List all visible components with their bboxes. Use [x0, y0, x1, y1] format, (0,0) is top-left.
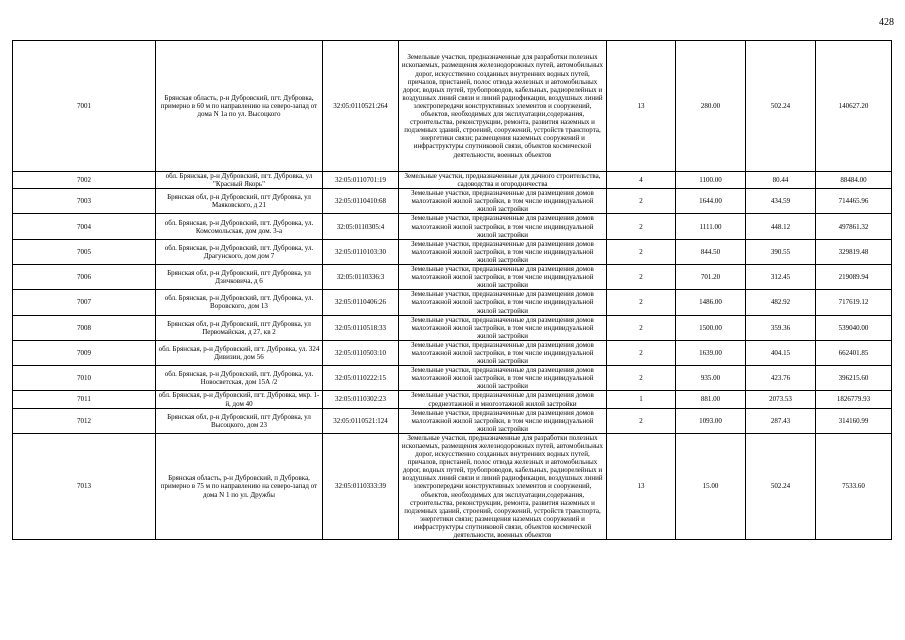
cadastral-value-cell: 717619.12 — [816, 290, 892, 315]
cadastral-value-cell: 539040.00 — [816, 315, 892, 340]
address-cell: обл. Брянская, р-н Дубровский, пгт. Дубровка, мкр. 1-й, дом 40 — [156, 391, 323, 408]
use-group-code-cell: 2 — [607, 315, 676, 340]
cadastral-number-cell: 32:05:0110336:3 — [323, 265, 399, 290]
row-id-cell: 7007 — [13, 290, 156, 315]
address-cell: Брянская обл, р-н Дубровский, пгт Дубровка, ул Дзичковича, д 6 — [156, 265, 323, 290]
table-row — [13, 172, 892, 189]
address-cell: Брянская область, р-н Дубровский, пгт. Дубровка, примерно в 60 м по направлению на северо-запад от дома N 1а по ул. Высоцкого — [156, 41, 323, 172]
row-id-cell: 7011 — [13, 391, 156, 408]
specific-value-cell: 359.36 — [746, 315, 816, 340]
specific-value-cell: 502.24 — [746, 433, 816, 539]
row-id-cell: 7001 — [13, 41, 156, 172]
permitted-use-cell: Земельные участки, предназначенные для размещения домов среднеэтажной и многоэтажной жилой застройки — [399, 391, 607, 408]
use-group-code-cell: 2 — [607, 239, 676, 264]
row-id-cell: 7009 — [13, 340, 156, 365]
cadastral-number-cell: 32:05:0110518:33 — [323, 315, 399, 340]
specific-value-cell: 287.43 — [746, 408, 816, 433]
table-row — [13, 239, 892, 264]
area-cell: 280.00 — [676, 41, 746, 172]
cadastral-number-cell: 32:05:0110222:15 — [323, 366, 399, 391]
specific-value-cell: 404.15 — [746, 340, 816, 365]
specific-value-cell: 423.76 — [746, 366, 816, 391]
row-id-cell: 7012 — [13, 408, 156, 433]
table-row — [13, 391, 892, 408]
permitted-use-cell: Земельные участки, предназначенные для размещения домов малоэтажной жилой застройки, в том числе индивидуальной жилой застройки — [399, 265, 607, 290]
use-group-code-cell: 2 — [607, 214, 676, 239]
row-id-cell: 7008 — [13, 315, 156, 340]
table-row — [13, 214, 892, 239]
use-group-code-cell: 2 — [607, 290, 676, 315]
area-cell: 844.50 — [676, 239, 746, 264]
cadastral-value-cell: 314160.99 — [816, 408, 892, 433]
table-row — [13, 408, 892, 433]
address-cell: обл. Брянская, р-н Дубровский, пгт. Дубровка, ул. Воровского, дом 13 — [156, 290, 323, 315]
table-row — [13, 433, 892, 539]
specific-value-cell: 80.44 — [746, 172, 816, 189]
address-cell: обл. Брянская, р-н Дубровский, пгт. Дубровка, ул "Красный Якорь" — [156, 172, 323, 189]
specific-value-cell: 448.12 — [746, 214, 816, 239]
cadastral-value-cell: 1826779.93 — [816, 391, 892, 408]
table-row — [13, 41, 892, 172]
area-cell: 1111.00 — [676, 214, 746, 239]
address-cell: Брянская область, р-н Дубровский, п Дубровка, примерно в 75 м по направлению на северо-запад от дома N 1 по ул. Дружбы — [156, 433, 323, 539]
cadastral-number-cell: 32:05:0110503:10 — [323, 340, 399, 365]
address-cell: обл. Брянская, р-н Дубровский, пгт. Дубровка, ул. Новосветская, дом 15А /2 — [156, 366, 323, 391]
row-id-cell: 7010 — [13, 366, 156, 391]
address-cell: Брянская обл, р-н Дубровский, пгт Дубровка, ул Маяковского, д 21 — [156, 189, 323, 214]
permitted-use-cell: Земельные участки, предназначенные для разработки полезных ископаемых, размещения железнодорожных путей, автомобильных дорог, искусственно созданных внутренних водных путей, причалов, пристаней, полос отвода железных и автомобильных дорог, водных путей, трубопроводов, кабельных, радиорелейных и воздушных линий связи и линий радиофикации, воздушных линий электропередачи конструктивных элементов и сооружений, объектов, необходимых для эксплуатации,содержания, строительства, реконструкции, ремонта, развития наземных и подземных зданий, строений, сооружений, устройств транспорта, энергетики связи; размещения наземных сооружений и инфраструктуры спутниковой связи, объектов космической деятельности, военных объектов — [399, 433, 607, 539]
use-group-code-cell: 2 — [607, 189, 676, 214]
use-group-code-cell: 13 — [607, 433, 676, 539]
cadastral-number-cell: 32:05:0110521:124 — [323, 408, 399, 433]
cadastral-number-cell: 32:05:0110302:23 — [323, 391, 399, 408]
use-group-code-cell: 2 — [607, 265, 676, 290]
table-row — [13, 366, 892, 391]
cadastral-value-cell: 497861.32 — [816, 214, 892, 239]
specific-value-cell: 482.92 — [746, 290, 816, 315]
cadastral-number-cell: 32:05:0110333:39 — [323, 433, 399, 539]
cadastral-number-cell: 32:05:0110103:30 — [323, 239, 399, 264]
row-id-cell: 7006 — [13, 265, 156, 290]
area-cell: 701.20 — [676, 265, 746, 290]
permitted-use-cell: Земельные участки, предназначенные для размещения домов малоэтажной жилой застройки, в том числе индивидуальной жилой застройки — [399, 239, 607, 264]
permitted-use-cell: Земельные участки, предназначенные для размещения домов малоэтажной жилой застройки, в том числе индивидуальной жилой застройки — [399, 408, 607, 433]
cadastral-value-cell: 140627.20 — [816, 41, 892, 172]
permitted-use-cell: Земельные участки, предназначенные для размещения домов малоэтажной жилой застройки, в том числе индивидуальной жилой застройки — [399, 189, 607, 214]
permitted-use-cell: Земельные участки, предназначенные для размещения домов малоэтажной жилой застройки, в том числе индивидуальной жилой застройки — [399, 214, 607, 239]
row-id-cell: 7004 — [13, 214, 156, 239]
permitted-use-cell: Земельные участки, предназначенные для размещения домов малоэтажной жилой застройки, в том числе индивидуальной жилой застройки — [399, 340, 607, 365]
cadastral-value-cell: 662401.85 — [816, 340, 892, 365]
use-group-code-cell: 13 — [607, 41, 676, 172]
area-cell: 1100.00 — [676, 172, 746, 189]
specific-value-cell: 502.24 — [746, 41, 816, 172]
area-cell: 1639.00 — [676, 340, 746, 365]
permitted-use-cell: Земельные участки, предназначенные для разработки полезных ископаемых, размещения железнодорожных путей, автомобильных дорог, искусственно созданных внутренних водных путей, причалов, пристаней, полос отвода железных и автомобильных дорог, водных путей, трубопроводов, кабельных, радиорелейных и воздушных линий связи и линий радиофикации, воздушных линий электропередачи конструктивных элементов и сооружений, объектов, необходимых для эксплуатации,содержания, строительства, реконструкции, ремонта, развития наземных и подземных зданий, строений, сооружений, устройств транспорта, энергетики связи; размещения наземных сооружений и инфраструктуры спутниковой связи, объектов космической деятельности, военных объектов — [399, 41, 607, 172]
specific-value-cell: 2073.53 — [746, 391, 816, 408]
table-body — [13, 41, 892, 540]
use-group-code-cell: 4 — [607, 172, 676, 189]
cadastral-value-cell: 714465.96 — [816, 189, 892, 214]
table-row — [13, 340, 892, 365]
specific-value-cell: 434.59 — [746, 189, 816, 214]
permitted-use-cell: Земельные участки, предназначенные для размещения домов малоэтажной жилой застройки, в том числе индивидуальной жилой застройки — [399, 290, 607, 315]
table-row — [13, 265, 892, 290]
area-cell: 1093.00 — [676, 408, 746, 433]
cadastral-number-cell: 32:05:0110521:264 — [323, 41, 399, 172]
area-cell: 1500.00 — [676, 315, 746, 340]
address-cell: Брянская обл, р-н Дубровский, пгт Дубровка, ул Первомайская, д 27, кв 2 — [156, 315, 323, 340]
table-row — [13, 189, 892, 214]
specific-value-cell: 312.45 — [746, 265, 816, 290]
permitted-use-cell: Земельные участки, предназначенные для размещения домов малоэтажной жилой застройки, в том числе индивидуальной жилой застройки — [399, 315, 607, 340]
cadastral-number-cell: 32:05:0110406:26 — [323, 290, 399, 315]
permitted-use-cell: Земельные участки, предназначенные для размещения домов малоэтажной жилой застройки, в том числе индивидуальной жилой застройки — [399, 366, 607, 391]
row-id-cell: 7003 — [13, 189, 156, 214]
address-cell: обл. Брянская, р-н Дубровский, пгт. Дубровка, ул. Комсомольская, дом дом. 3-а — [156, 214, 323, 239]
area-cell: 15.00 — [676, 433, 746, 539]
cadastral-value-cell: 7533.60 — [816, 433, 892, 539]
row-id-cell: 7013 — [13, 433, 156, 539]
area-cell: 1644.00 — [676, 189, 746, 214]
cadastral-value-cell: 88484.00 — [816, 172, 892, 189]
address-cell: обл. Брянская, р-н Дубровский, пгт. Дубровка, ул. Драгунского, дом дом 7 — [156, 239, 323, 264]
row-id-cell: 7005 — [13, 239, 156, 264]
cadastral-value-cell: 219089.94 — [816, 265, 892, 290]
use-group-code-cell: 1 — [607, 391, 676, 408]
table-row — [13, 290, 892, 315]
address-cell: Брянская обл, р-н Дубровский, пгт Дубровка, ул Высоцкого, дом 23 — [156, 408, 323, 433]
row-id-cell: 7002 — [13, 172, 156, 189]
permitted-use-cell: Земельные участки, предназначенные для дачного строительства, садоводства и огородничества — [399, 172, 607, 189]
use-group-code-cell: 2 — [607, 408, 676, 433]
land-registry-table — [12, 40, 892, 540]
area-cell: 881.00 — [676, 391, 746, 408]
area-cell: 1486.00 — [676, 290, 746, 315]
address-cell: обл. Брянская, р-н Дубровский, пгт. Дубровка, ул. 324 Дивизии, дом 56 — [156, 340, 323, 365]
use-group-code-cell: 2 — [607, 340, 676, 365]
specific-value-cell: 390.55 — [746, 239, 816, 264]
page-number: 428 — [879, 17, 894, 28]
cadastral-value-cell: 396215.60 — [816, 366, 892, 391]
use-group-code-cell: 2 — [607, 366, 676, 391]
cadastral-number-cell: 32:05:0110701:19 — [323, 172, 399, 189]
area-cell: 935.00 — [676, 366, 746, 391]
cadastral-number-cell: 32:05:0110410:68 — [323, 189, 399, 214]
table-row — [13, 315, 892, 340]
cadastral-number-cell: 32:05:0110305:4 — [323, 214, 399, 239]
cadastral-value-cell: 329819.48 — [816, 239, 892, 264]
